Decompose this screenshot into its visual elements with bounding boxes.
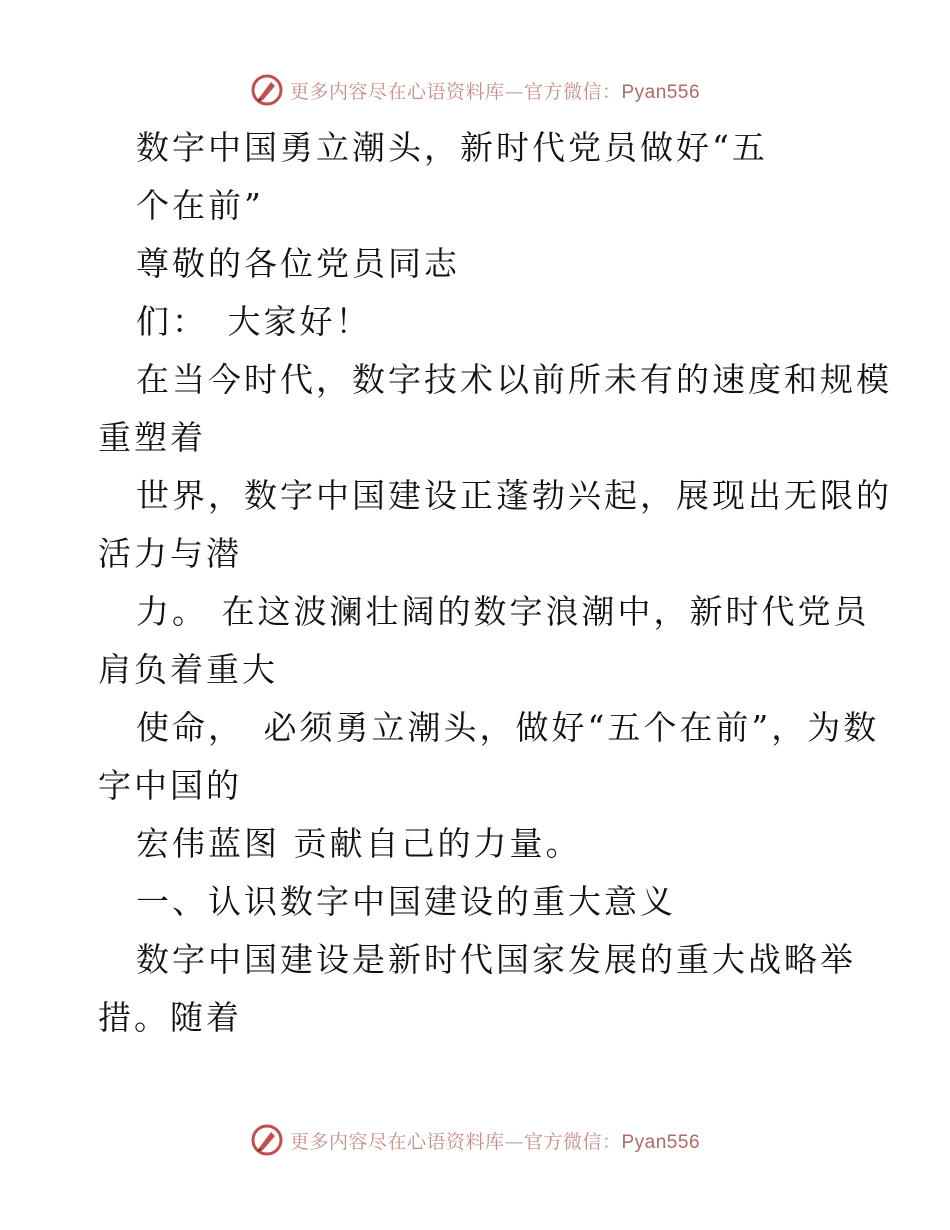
watermark-handle: Pyan556 [621,1131,701,1153]
watermark-brand: 更多内容尽在心语资料库 [289,80,505,103]
greeting-line-2: 们： 大家好！ [136,302,372,341]
footer-watermark [0,1120,950,1160]
pen-logo-icon [250,1123,284,1157]
section-heading: 一、认识数字中国建设的重大意义 [136,882,676,921]
paragraph-line: 使命， 必须勇立潮头，做好“五个在前”，为数 [136,708,880,747]
paragraph-line: 字中国的 [98,766,242,805]
greeting-line-1: 尊敬的各位党员同志 [136,244,460,283]
watermark-brand: 更多内容尽在心语资料库 [289,1130,505,1153]
paragraph-line: 数字中国建设是新时代国家发展的重大战略举 [136,940,856,979]
paragraph-line: 世界，数字中国建设正蓬勃兴起，展现出无限的 [136,476,892,515]
paragraph-line: 重塑着 [98,418,206,457]
watermark-label: 官方微信： [523,1130,622,1153]
title-line-2: 个在前” [136,186,264,225]
title-line-1: 数字中国勇立潮头，新时代党员做好“五 [136,128,768,167]
paragraph-line: 力。 在这波澜壮阔的数字浪潮中，新时代党员 [136,592,870,631]
paragraph-line: 宏伟蓝图 贡献自己的力量。 [136,824,582,863]
watermark-handle: Pyan556 [621,81,701,103]
watermark-label: 官方微信： [523,80,622,103]
paragraph-line: 措。随着 [98,998,242,1037]
paragraph-line: 在当今时代，数字技术以前所未有的速度和规模 [136,360,892,399]
paragraph-line: 活力与潜 [98,534,242,573]
watermark-separator: — [504,1130,524,1153]
watermark-separator: — [504,80,524,103]
watermark-text [290,1127,700,1154]
paragraph-line: 肩负着重大 [98,650,278,689]
